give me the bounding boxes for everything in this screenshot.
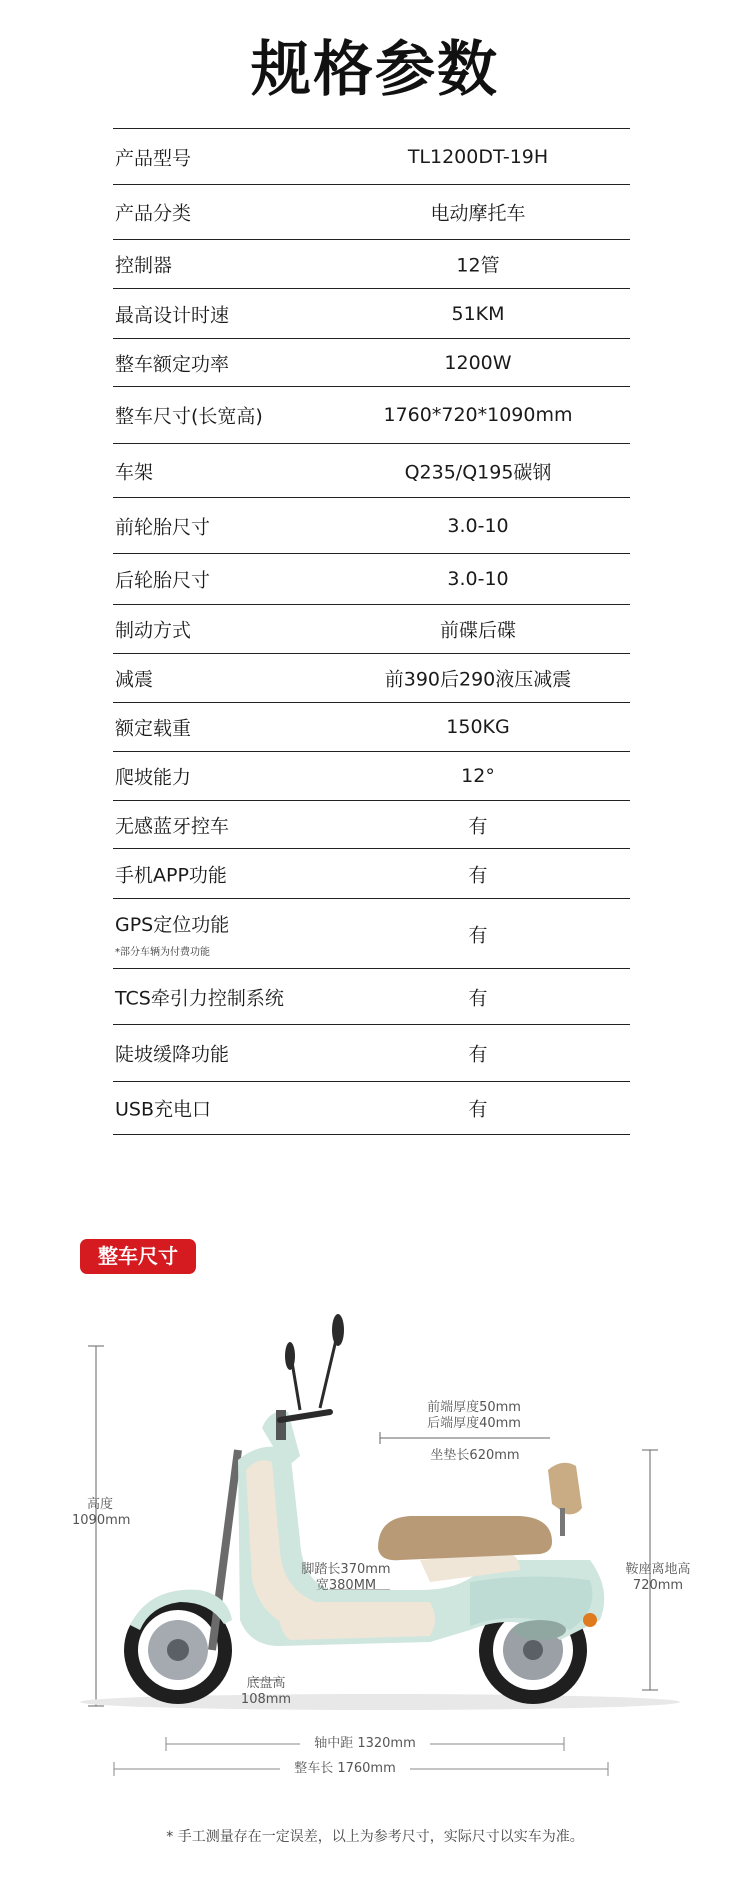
spec-value: 前碟后碟 <box>439 619 516 642</box>
spec-label: 制动方式 <box>115 619 192 642</box>
spec-value: 前390后290液压减震 <box>384 668 572 691</box>
spec-value: 150KG <box>446 716 510 738</box>
spec-value: 51KM <box>451 302 505 325</box>
spec-note: *部分车辆为付费功能 <box>115 946 210 958</box>
spec-row <box>113 386 630 443</box>
spec-label: TCS牵引力控制系统 <box>115 987 284 1009</box>
spec-label: 整车尺寸(长宽高) <box>115 405 263 428</box>
spec-label: 陡坡缓降功能 <box>115 1043 230 1066</box>
spec-label: 车架 <box>115 461 154 483</box>
spec-row <box>113 848 630 898</box>
height-value: 1090mm <box>72 1513 131 1528</box>
spec-label: 产品型号 <box>115 147 192 169</box>
seat-front-thickness: 前端厚度50mm <box>427 1400 521 1415</box>
spec-label <box>115 910 229 958</box>
section-badge: 整车尺寸 <box>80 1239 196 1274</box>
ground-clearance-value: 108mm <box>240 1692 292 1707</box>
dimension-diagram <box>0 1290 750 1810</box>
spec-label: 无感蓝牙控车 <box>115 815 230 837</box>
spec-label: 整车额定功率 <box>115 353 230 375</box>
spec-value: 有 <box>468 815 488 837</box>
seat-height-label: 鞍座离地高 <box>625 1562 691 1577</box>
ground-clearance <box>236 1676 296 1708</box>
spec-value: 有 <box>468 1043 488 1066</box>
spec-row <box>113 443 630 497</box>
backrest <box>548 1463 582 1515</box>
seat-length: 坐垫长620mm <box>430 1448 520 1463</box>
spec-value: 有 <box>468 924 488 946</box>
footrest-length: 脚踏长370mm <box>301 1562 391 1577</box>
spec-label: 产品分类 <box>115 202 192 225</box>
spec-table <box>113 128 630 1135</box>
spec-value: 有 <box>468 864 488 886</box>
spec-row <box>113 1024 630 1081</box>
spec-row <box>113 898 630 968</box>
spec-row <box>113 338 630 386</box>
spec-label: 额定载重 <box>115 717 192 740</box>
spec-label: 最高设计时速 <box>115 304 230 326</box>
spec-row <box>113 497 630 553</box>
spec-value: 1760*720*1090mm <box>383 404 573 426</box>
spec-row <box>113 553 630 604</box>
seat <box>378 1516 552 1560</box>
spec-row <box>113 702 630 751</box>
page-title: 规格参数 <box>251 35 499 105</box>
spec-value: 12° <box>461 765 495 787</box>
seat-height-value: 720mm <box>632 1578 684 1593</box>
spec-row <box>113 288 630 338</box>
height-dimension <box>72 1497 131 1529</box>
spec-value: TL1200DT-19H <box>407 145 549 168</box>
spec-row <box>113 800 630 848</box>
spec-row <box>113 128 630 184</box>
seat-height-dimension <box>612 1562 704 1594</box>
footrest-dimension <box>296 1562 396 1594</box>
spec-row <box>113 653 630 702</box>
spec-label: 爬坡能力 <box>115 766 192 789</box>
footrest-width: 宽380MM <box>315 1578 377 1593</box>
ground-clearance-label: 底盘高 <box>246 1676 286 1691</box>
spec-row <box>113 184 630 239</box>
spec-value: 有 <box>468 1098 488 1121</box>
spec-value: 3.0-10 <box>447 568 509 590</box>
height-label: 高度 <box>86 1497 113 1512</box>
spec-label-text: GPS定位功能 <box>115 913 230 936</box>
spec-label: USB充电口 <box>115 1098 212 1121</box>
scooter-illustration <box>0 1290 750 1810</box>
spec-label: 手机APP功能 <box>115 864 227 886</box>
spec-row <box>113 751 630 800</box>
spec-value: 12管 <box>456 254 500 277</box>
spec-label: 控制器 <box>115 254 173 277</box>
spec-value: Q235/Q195碳钢 <box>404 461 552 483</box>
spec-value: 有 <box>468 987 488 1009</box>
spec-row <box>113 604 630 653</box>
spec-row <box>113 1081 630 1135</box>
spec-value: 电动摩托车 <box>430 202 526 225</box>
spec-label: 减震 <box>115 668 154 691</box>
spec-value: 3.0-10 <box>447 514 509 537</box>
seat-rear-thickness: 后端厚度40mm <box>427 1416 521 1431</box>
spec-label: 前轮胎尺寸 <box>115 516 211 538</box>
spec-row <box>113 239 630 288</box>
spec-label: 后轮胎尺寸 <box>115 569 211 592</box>
spec-row <box>113 968 630 1024</box>
spec-value: 1200W <box>444 351 512 374</box>
seat-thickness <box>414 1400 534 1432</box>
total-length: 整车长 1760mm <box>294 1761 396 1776</box>
wheelbase: 轴中距 1320mm <box>314 1736 416 1751</box>
footnote: * 手工测量存在一定误差，以上为参考尺寸，实际尺寸以实车为准。 <box>166 1829 584 1845</box>
